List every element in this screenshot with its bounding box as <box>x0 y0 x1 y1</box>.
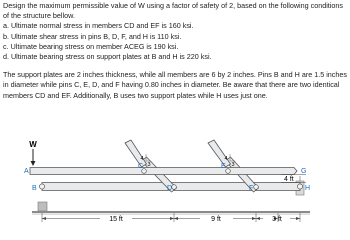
slope-cd-v: 4 <box>140 156 144 162</box>
member-cd-upper <box>125 140 147 167</box>
problem-details: The support plates are 2 inches thickness, while all members are 6 by 2 inches. Pins B and H are 1.5 inches in diameter while pins C, E, D, and F having 0.80 inches in diameter. Be aware that there are two identical members CD and EF. Additionally, B uses two support plates while H uses just one. <box>3 70 347 100</box>
pin-e <box>226 169 231 174</box>
pin-f <box>254 185 259 190</box>
dim-span3: 3 ft <box>272 216 282 223</box>
pin-b <box>39 184 44 189</box>
member-aceg <box>30 168 297 175</box>
dim-height: 4 ft <box>284 176 294 183</box>
dim-span2: 9 ft <box>211 216 221 223</box>
label-f: F <box>249 185 254 192</box>
label-g: G <box>301 168 307 175</box>
load-arrow-head <box>31 161 36 166</box>
slope-ef-v: 4 <box>224 156 228 162</box>
condition-c: c. Ultimate bearing stress on member ACEG is 190 ksi. <box>3 41 179 51</box>
label-e: E <box>221 163 226 170</box>
label-w: W <box>29 140 37 149</box>
label-d: D <box>167 185 173 192</box>
condition-d: d. Ultimate bearing stress on support plates at B and H is 220 ksi. <box>3 52 212 62</box>
problem-intro: Design the maximum permissible value of W using a factor of safety of 2, based on the following conditions of the structure bellow. <box>3 1 343 21</box>
slope-ef-h: 3 <box>231 162 235 168</box>
slope-cd-h: 3 <box>147 162 151 168</box>
pin-h <box>297 184 302 189</box>
label-h: H <box>305 185 311 192</box>
condition-a: a. Ultimate normal stress in members CD and EF is 160 ksi. <box>3 21 194 31</box>
label-a: A <box>24 168 29 175</box>
condition-b: b. Ultimate shear stress in pins B, D, F, and H is 110 ksi. <box>3 31 182 41</box>
dimension-lines <box>42 175 306 223</box>
label-c: C <box>138 163 144 170</box>
dim-span1: 15 ft <box>109 216 123 223</box>
member-ef-upper <box>208 140 231 167</box>
pin-d <box>172 185 177 190</box>
ground-line <box>32 211 310 213</box>
label-b: B <box>32 185 37 192</box>
support-plate-b <box>38 202 47 211</box>
